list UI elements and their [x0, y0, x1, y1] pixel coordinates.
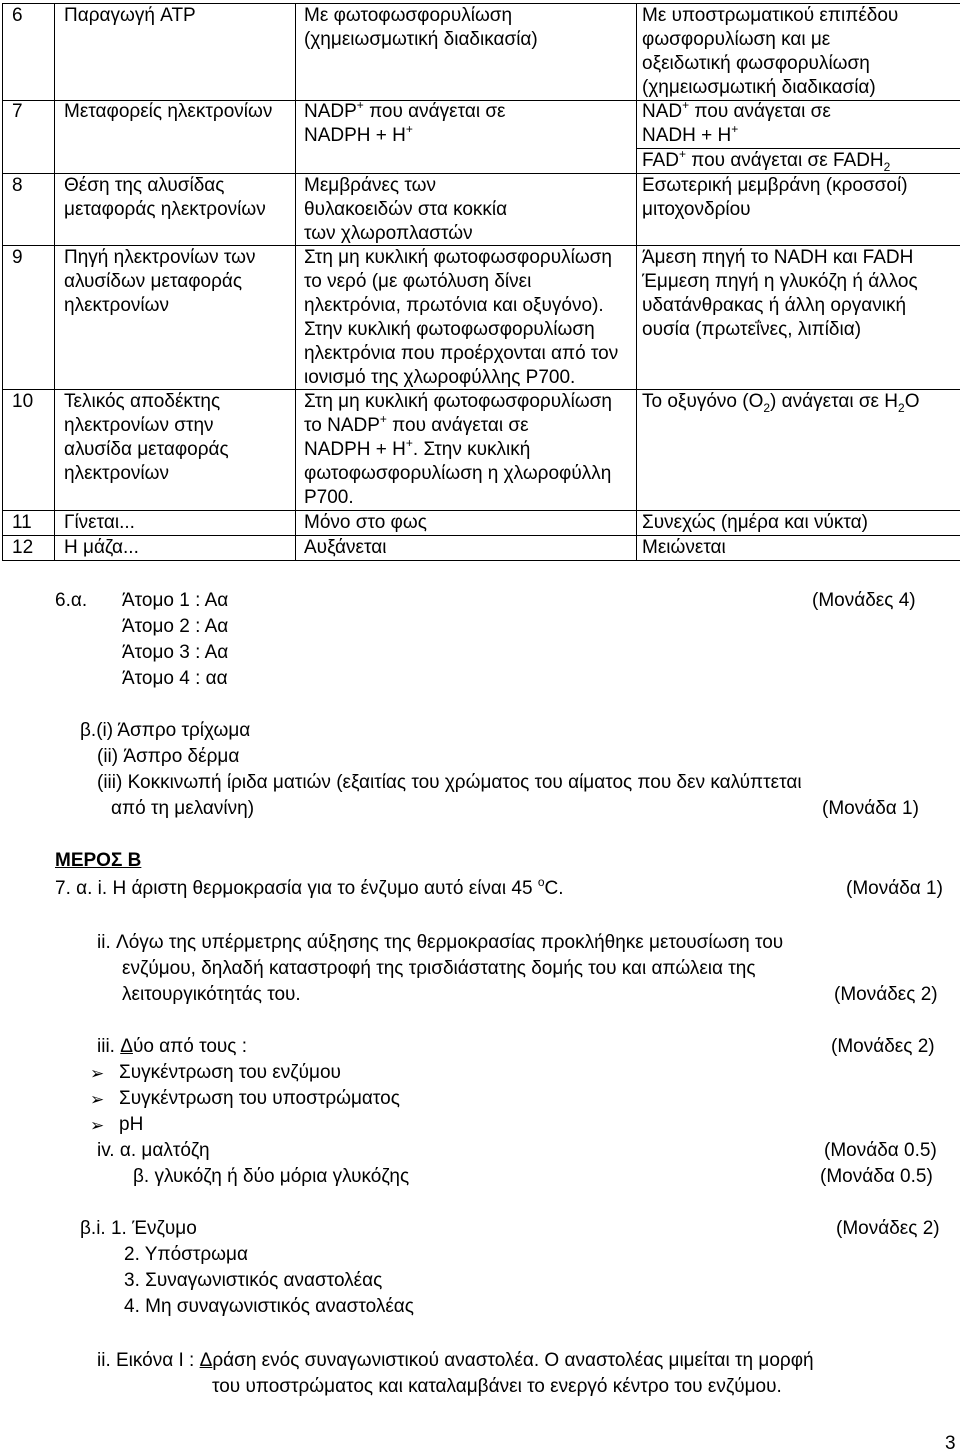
cell-text: FAD+ που ανάγεται σε $FADH_2$: [642, 146, 891, 174]
cell-text: P700.: [304, 487, 354, 508]
answer-line: β. γλυκόζη ή δύο μόρια γλυκόζης: [133, 1166, 410, 1187]
cell-text: οξειδωτική φωσφορυλίωση: [642, 53, 870, 74]
table-rule: [295, 3, 296, 561]
cell-text: (χημειωσμωτική διαδικασία): [642, 77, 876, 98]
cell-text: Μόνο στο φως: [304, 512, 427, 533]
cell-text: Με φωτοφωσφορυλίωση: [304, 5, 513, 26]
cell-text: NADPH + H+: [304, 121, 413, 146]
section-heading: ΜΕΡΟΣ Β: [55, 850, 142, 871]
cell-text: των χλωροπλαστών: [304, 223, 473, 244]
cell-text: ηλεκτρόνια που προέρχονται από τον: [304, 343, 619, 364]
answer-line: (ii) Άσπρο δέρμα: [97, 746, 240, 767]
answer-line: 3. Συναγωνιστικός αναστολέας: [124, 1270, 383, 1291]
cell-text: ηλεκτρόνια, πρωτόνια και οξυγόνο).: [304, 295, 604, 316]
cell-text: (χημειωσμωτική διαδικασία): [304, 29, 538, 50]
row-number: 6: [12, 5, 23, 26]
row-label: Τελικός αποδέκτης: [64, 391, 221, 412]
cell-text: φωσφορυλίωση και με: [642, 29, 831, 50]
cell-text: το νερό (με φωτόλυση δίνει: [304, 271, 532, 292]
row-label: ηλεκτρονίων στην: [64, 415, 214, 436]
cell-text: NADP+ που ανάγεται σε: [304, 97, 506, 122]
cell-text: NADPH + H+. Στην κυκλική: [304, 438, 531, 460]
atom-line: Άτομο 1 : Αα: [122, 590, 229, 611]
atom-line: Άτομο 2 : Αα: [122, 616, 229, 637]
row-label: Γίνεται...: [64, 512, 135, 533]
bullet-item: pH: [119, 1114, 144, 1135]
row-number: 11: [12, 512, 32, 533]
answer-line: 2. Υπόστρωμα: [124, 1244, 248, 1265]
row-number: 12: [12, 537, 34, 558]
row-label: Η μάζα...: [64, 537, 139, 558]
row-number: 8: [12, 175, 23, 196]
cell-text: Μεμβράνες των: [304, 175, 436, 196]
marks: (Μονάδες 2): [834, 984, 938, 1005]
row-label: ηλεκτρονίων: [64, 463, 169, 484]
arrow-bullet-icon: ➢: [90, 1090, 105, 1109]
marks: (Μονάδα 1): [846, 878, 943, 899]
row-label: αλυσίδα μεταφοράς: [64, 439, 229, 460]
cell-text: Άμεση πηγή το NADH και FADH: [642, 247, 914, 268]
answer-line: ii. Λόγω της υπέρμετρης αύξησης της θερμοκρασίας προκλήθηκε μετουσίωση του: [97, 932, 784, 953]
cell-text: υδατάνθρακας ή άλλη οργανική: [642, 295, 907, 316]
cell-text: Συνεχώς (ημέρα και νύκτα): [642, 512, 868, 533]
marks: (Μονάδα 0.5): [820, 1166, 933, 1187]
cell-text: Με υποστρωματικού επιπέδου: [642, 5, 899, 26]
answer-line: (iii) Κοκκινωπή ίριδα ματιών (εξαιτίας του χρώματος του αίματος που δεν καλύπτεται: [97, 772, 802, 793]
row-label: αλυσίδων μεταφοράς: [64, 271, 243, 292]
marks: (Μονάδες 2): [836, 1218, 940, 1239]
answer-line: iv. α. μαλτόζη: [97, 1140, 210, 1161]
answer-line: 4. Μη συναγωνιστικός αναστολέας: [124, 1296, 414, 1317]
cell-text: ιονισμό της χλωροφύλλης P700.: [304, 367, 576, 388]
table-rule: [2, 535, 960, 536]
answer-line: ενζύμου, δηλαδή καταστροφή της τρισδιάστατης δομής του και απώλεια της: [122, 958, 756, 979]
cell-text: NADH + H+: [642, 121, 739, 146]
row-label: Μεταφορείς ηλεκτρονίων: [64, 101, 273, 122]
table-rule: [2, 3, 3, 561]
row-label: Θέση της αλυσίδας: [64, 175, 225, 196]
marks: (Μονάδες 2): [831, 1036, 935, 1057]
cell-text: θυλακοειδών στα κοκκία: [304, 199, 508, 220]
cell-text: Το οξυγόνο $(O_2)$ ανάγεται σε $H_2O$: [642, 391, 920, 414]
bullet-item: Συγκέντρωση του υποστρώματος: [119, 1088, 400, 1109]
cell-text: μιτοχονδρίου: [642, 199, 751, 220]
cell-text: Εσωτερική μεμβράνη (κροσσοί): [642, 175, 908, 196]
row-label: μεταφοράς ηλεκτρονίων: [64, 199, 266, 220]
question-label: 6.α.: [55, 590, 88, 611]
cell-text: Μειώνεται: [642, 537, 726, 558]
answer-line: iii. Δύο από τους :: [97, 1036, 248, 1057]
answer-line: β.(i) Άσπρο τρίχωμα: [80, 720, 251, 741]
cell-text: Στην κυκλική φωτοφωσφορυλίωση: [304, 319, 595, 340]
atom-line: Άτομο 4 : αα: [122, 668, 228, 689]
marks: (Μονάδες 4): [812, 590, 916, 611]
row-number: 9: [12, 247, 23, 268]
cell-text: φωτοφωσφορυλίωση η χλωροφύλλη: [304, 463, 612, 484]
row-number: 7: [12, 101, 23, 122]
bullet-item: Συγκέντρωση του ενζύμου: [119, 1062, 341, 1083]
cell-text: NAD+ που ανάγεται σε: [642, 97, 831, 122]
answer-line: 7. α. i. Η άριστη θερμοκρασία για το ένζυμο αυτό είναι 45 $^o$C.: [55, 874, 564, 899]
answer-line: λειτουργικότητάς του.: [122, 984, 301, 1005]
cell-text: Αυξάνεται: [304, 537, 387, 558]
answer-line: του υποστρώματος και καταλαμβάνει το ενεργό κέντρο του ενζύμου.: [212, 1376, 782, 1397]
row-label: Παραγωγή ATP: [64, 5, 196, 26]
cell-text: Στη μη κυκλική φωτοφωσφορυλίωση: [304, 247, 612, 268]
answer-line: από τη μελανίνη): [111, 798, 255, 819]
row-label: ηλεκτρονίων: [64, 295, 169, 316]
arrow-bullet-icon: ➢: [90, 1064, 105, 1083]
row-label: Πηγή ηλεκτρονίων των: [64, 247, 256, 268]
marks: (Μονάδα 1): [822, 798, 919, 819]
arrow-bullet-icon: ➢: [90, 1116, 105, 1135]
marks: (Μονάδα 0.5): [824, 1140, 937, 1161]
table-rule: [636, 3, 637, 561]
atom-line: Άτομο 3 : Αα: [122, 642, 229, 663]
cell-text: Έμμεση πηγή η γλυκόζη ή άλλος: [642, 271, 918, 292]
row-number: 10: [12, 391, 34, 412]
cell-text: το NADP+ που ανάγεται σε: [304, 414, 529, 436]
answer-line: β.i. 1. Ένζυμο: [80, 1218, 197, 1239]
answer-line: ii. Εικόνα I : Δράση ενός συναγωνιστικού αναστολέα. Ο αναστολέας μιμείται τη μορφή: [97, 1350, 814, 1371]
cell-text: Στη μη κυκλική φωτοφωσφορυλίωση: [304, 391, 612, 412]
page-number: 3: [945, 1433, 956, 1454]
cell-text: ουσία (πρωτεΐνες, λιπίδια): [642, 319, 862, 340]
table-rule: [54, 3, 55, 561]
table-rule: [2, 560, 960, 561]
